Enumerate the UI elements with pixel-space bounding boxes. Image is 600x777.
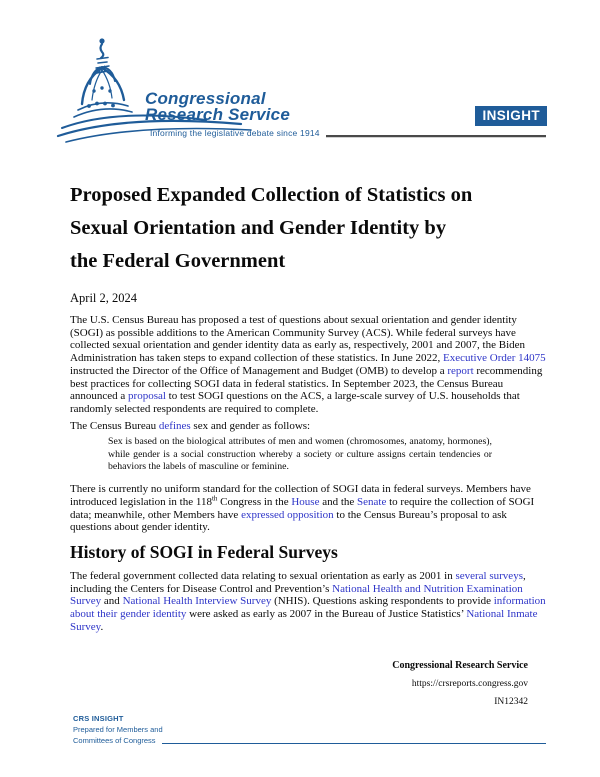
ordinal-superscript: th [211, 494, 218, 503]
document-date: April 2, 2024 [70, 291, 138, 305]
text-run: sex and gender as follows: [190, 419, 311, 432]
report-footer [392, 657, 528, 711]
text-run: recommending best practices for collecting SOGI data in federal statistics. In September 2023, the Census Bureau announced a [70, 364, 543, 403]
link-nhanes[interactable]: National Health and Nutrition Examination Survey [70, 582, 523, 608]
text-run: and the [319, 495, 358, 508]
crs-wordmark [145, 91, 290, 123]
text-run: instructed the Director of the Office of Management and Budget (OMB) to develop a [70, 364, 448, 377]
text-run: to test SOGI questions on the ACS, a large-scale survey of U.S. households that randomly selected respondents are required to complete. [70, 390, 520, 415]
article-body [70, 179, 547, 638]
document-title-line-3: the Federal Government [70, 250, 286, 272]
link-house[interactable]: House [291, 495, 320, 508]
link-national-inmate-survey[interactable]: National Inmate Survey [70, 608, 538, 633]
footer-rule [162, 743, 546, 744]
paragraph-4 [70, 570, 547, 634]
document-title-line-1: Proposed Expanded Collection of Statistics on [70, 184, 473, 206]
text-run: The federal government collected data relating to sexual orientation as early as 2001 in [70, 570, 456, 583]
text-run: (NHIS). Questions asking respondents to provide [271, 595, 494, 608]
text-run: were asked as early as 2007 in the Bureau of Justice Statistics’ [186, 608, 467, 621]
document-title-line-2: Sexual Orientation and Gender Identity by [70, 217, 447, 239]
definition-blockquote: Sex is based on the biological attributes of men and women (chromosomes, anatomy, hormones), while gender is a social construction whereby a society or culture assigns certain tendencies or behaviors the labels of masculine or feminine. [108, 436, 492, 472]
text-run: , including the Centers for Disease Control and Prevention’s [70, 570, 526, 595]
crs-insight-footer [73, 713, 546, 746]
crs-wordmark-line2: Research Service [145, 105, 290, 124]
header-rule [326, 135, 546, 137]
text-run: The U.S. Census Bureau has proposed a test of questions about sexual orientation and gender identity (SOGI) as possible additions to the American Community Survey (ACS). While federal surveys have collected sexual orientation and gender identity data as early as, respectively, 2001 and 2007, the Biden Administration has taken steps to expand collection of these statistics. In June 2022, [70, 314, 526, 365]
text-run: and [101, 595, 123, 608]
insight-badge: INSIGHT [475, 106, 547, 126]
section-heading-history: History of SOGI in Federal Surveys [70, 542, 338, 563]
crs-tagline: Informing the legislative debate since 1914 [150, 128, 320, 138]
link-proposal[interactable]: proposal [128, 390, 166, 403]
crs-wordmark-line1: Congressional [145, 89, 266, 108]
text-run: to require the collection of SOGI data; meanwhile, other Members have [70, 495, 535, 521]
link-defines[interactable]: defines [158, 419, 191, 432]
link-nhis[interactable]: National Health Interview Survey [122, 595, 272, 608]
paragraph-1 [70, 314, 547, 416]
footer-doc-id: IN12342 [494, 697, 528, 707]
text-run: The Census Bureau [70, 419, 159, 432]
footer-prepared-label: Prepared for Members and [73, 725, 163, 734]
footer-org-name: Congressional Research Service [392, 660, 528, 671]
text-run: to the Census Bureau’s proposal to ask questions about gender identity. [70, 508, 507, 534]
link-senate[interactable]: Senate [357, 495, 387, 508]
link-executive-order-14075[interactable]: Executive Order 14075 [443, 352, 546, 365]
document-title [70, 179, 547, 278]
link-report[interactable]: report [447, 364, 474, 377]
paragraph-3 [70, 483, 547, 534]
footer-crs-insight-label: CRS INSIGHT [73, 714, 124, 723]
footer-committees-label: Committees of Congress [73, 736, 156, 745]
text-run: . [100, 620, 104, 633]
link-several-surveys[interactable]: several surveys [455, 570, 523, 583]
header-tagline-row [150, 128, 546, 138]
paragraph-2 [70, 420, 547, 433]
link-gender-identity-information[interactable]: information about their gender identity [70, 595, 546, 621]
footer-url[interactable]: https://crsreports.congress.gov [411, 679, 528, 689]
text-run: There is currently no uniform standard for the collection of SOGI data in federal surveys. Members have introduced legislation in the 118 [70, 483, 531, 508]
link-expressed-opposition[interactable]: expressed opposition [241, 508, 334, 521]
text-run: Congress in the [217, 495, 292, 508]
